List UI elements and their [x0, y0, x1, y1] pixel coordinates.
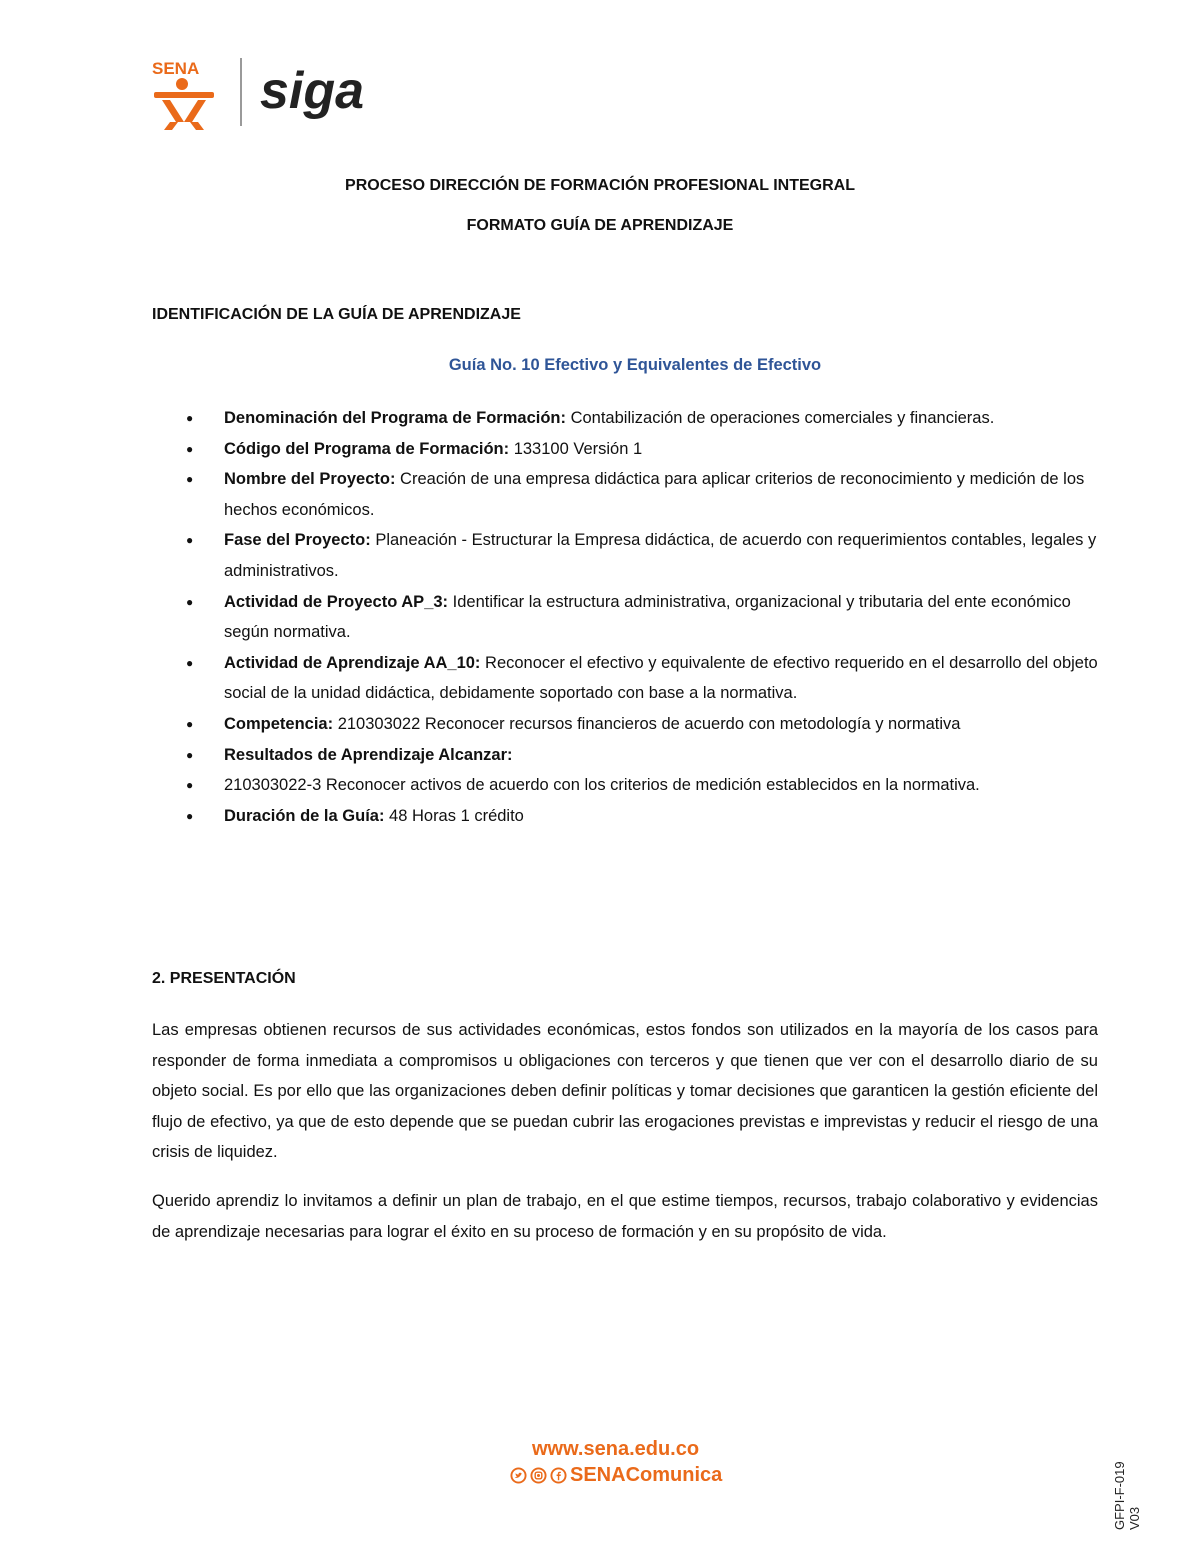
bullet-icon: ●: [186, 655, 194, 670]
guide-title: Guía No. 10 Efectivo y Equivalentes de Efectivo: [448, 356, 822, 374]
list-item: ● Actividad de Proyecto AP_3: Identificar la estructura administrativa, organizacional y tributaria del ente económico según normativa.: [186, 587, 1111, 648]
footer-social-handle[interactable]: SENAComunica: [570, 1464, 723, 1486]
bullet-icon: ●: [186, 594, 194, 609]
bullet-icon: ●: [186, 778, 194, 793]
identification-heading: IDENTIFICACIÓN DE LA GUÍA DE APRENDIZAJE: [152, 306, 521, 323]
list-item: ● 210303022-3 Reconocer activos de acuerdo con los criterios de medición establecidos en la normativa.: [186, 770, 1111, 801]
document-code: GFPI-F-019 V03: [1112, 1461, 1142, 1530]
list-item: ● Duración de la Guía: 48 Horas 1 crédito: [186, 801, 1111, 832]
bullet-icon: ●: [186, 808, 194, 823]
identification-list: [186, 403, 1111, 831]
list-item: ● Nombre del Proyecto: Creación de una empresa didáctica para aplicar criterios de reconocimiento y medición de los hechos económicos.: [186, 464, 1111, 525]
twitter-icon[interactable]: [510, 1467, 527, 1484]
list-item: ● Resultados de Aprendizaje Alcanzar:: [186, 740, 1111, 771]
facebook-icon[interactable]: [550, 1467, 567, 1484]
list-item: ● Fase del Proyecto: Planeación - Estructurar la Empresa didáctica, de acuerdo con requerimientos contables, legales y administrativos.: [186, 525, 1111, 586]
instagram-icon[interactable]: [530, 1467, 547, 1484]
footer: [510, 1438, 750, 1494]
footer-url[interactable]: www.sena.edu.co: [532, 1438, 700, 1460]
bullet-icon: ●: [186, 441, 194, 456]
sena-logo-text: SENA: [152, 59, 200, 78]
siga-logo-text: siga: [260, 62, 365, 120]
process-title: PROCESO DIRECCIÓN DE FORMACIÓN PROFESIONAL INTEGRAL: [345, 177, 855, 194]
bullet-icon: ●: [186, 716, 194, 731]
presentation-paragraph-1: Las empresas obtienen recursos de sus actividades económicas, estos fondos son utilizados en la mayoría de los casos para responder de forma inmediata a compromisos u obligaciones con terceros y que tienen que ver con el desarrollo diario de su objeto social. Es por ello que las organizaciones deben definir políticas y tomar decisiones que garanticen la gestión eficiente del flujo de efectivo, ya que de esto depende que se puedan cubrir las erogaciones previstas e imprevistas y reducir el riesgo de una crisis de liquidez.: [152, 1021, 1098, 1162]
logo-divider: [240, 58, 242, 126]
presentation-heading: 2. PRESENTACIÓN: [152, 970, 296, 987]
list-item: ● Actividad de Aprendizaje AA_10: Reconocer el efectivo y equivalente de efectivo requerido en el desarrollo del objeto social de la unidad didáctica, debidamente soportado con base a la normativa.: [186, 648, 1111, 709]
sena-logo-icon: [154, 78, 214, 130]
format-title: FORMATO GUÍA DE APRENDIZAJE: [466, 217, 734, 234]
footer-social: [510, 1464, 722, 1487]
bullet-icon: ●: [186, 411, 194, 425]
list-item: ● Código del Programa de Formación: 133100 Versión 1: [186, 434, 1111, 465]
list-item: ● Competencia: 210303022 Reconocer recursos financieros de acuerdo con metodología y normativa: [186, 709, 1111, 740]
list-item: ● Denominación del Programa de Formación: Contabilización de operaciones comerciales y financieras.: [186, 403, 1111, 434]
bullet-icon: ●: [186, 747, 194, 762]
bullet-icon: ●: [186, 472, 194, 487]
bullet-icon: ●: [186, 533, 194, 548]
presentation-paragraph-2: Querido aprendiz lo invitamos a definir un plan de trabajo, en el que estime tiempos, recursos, trabajo colaborativo y evidencias de aprendizaje necesarias para lograr el éxito en su proceso de formación y en su propósito de vida.: [152, 1192, 1098, 1241]
sena-siga-logo: [148, 52, 388, 132]
